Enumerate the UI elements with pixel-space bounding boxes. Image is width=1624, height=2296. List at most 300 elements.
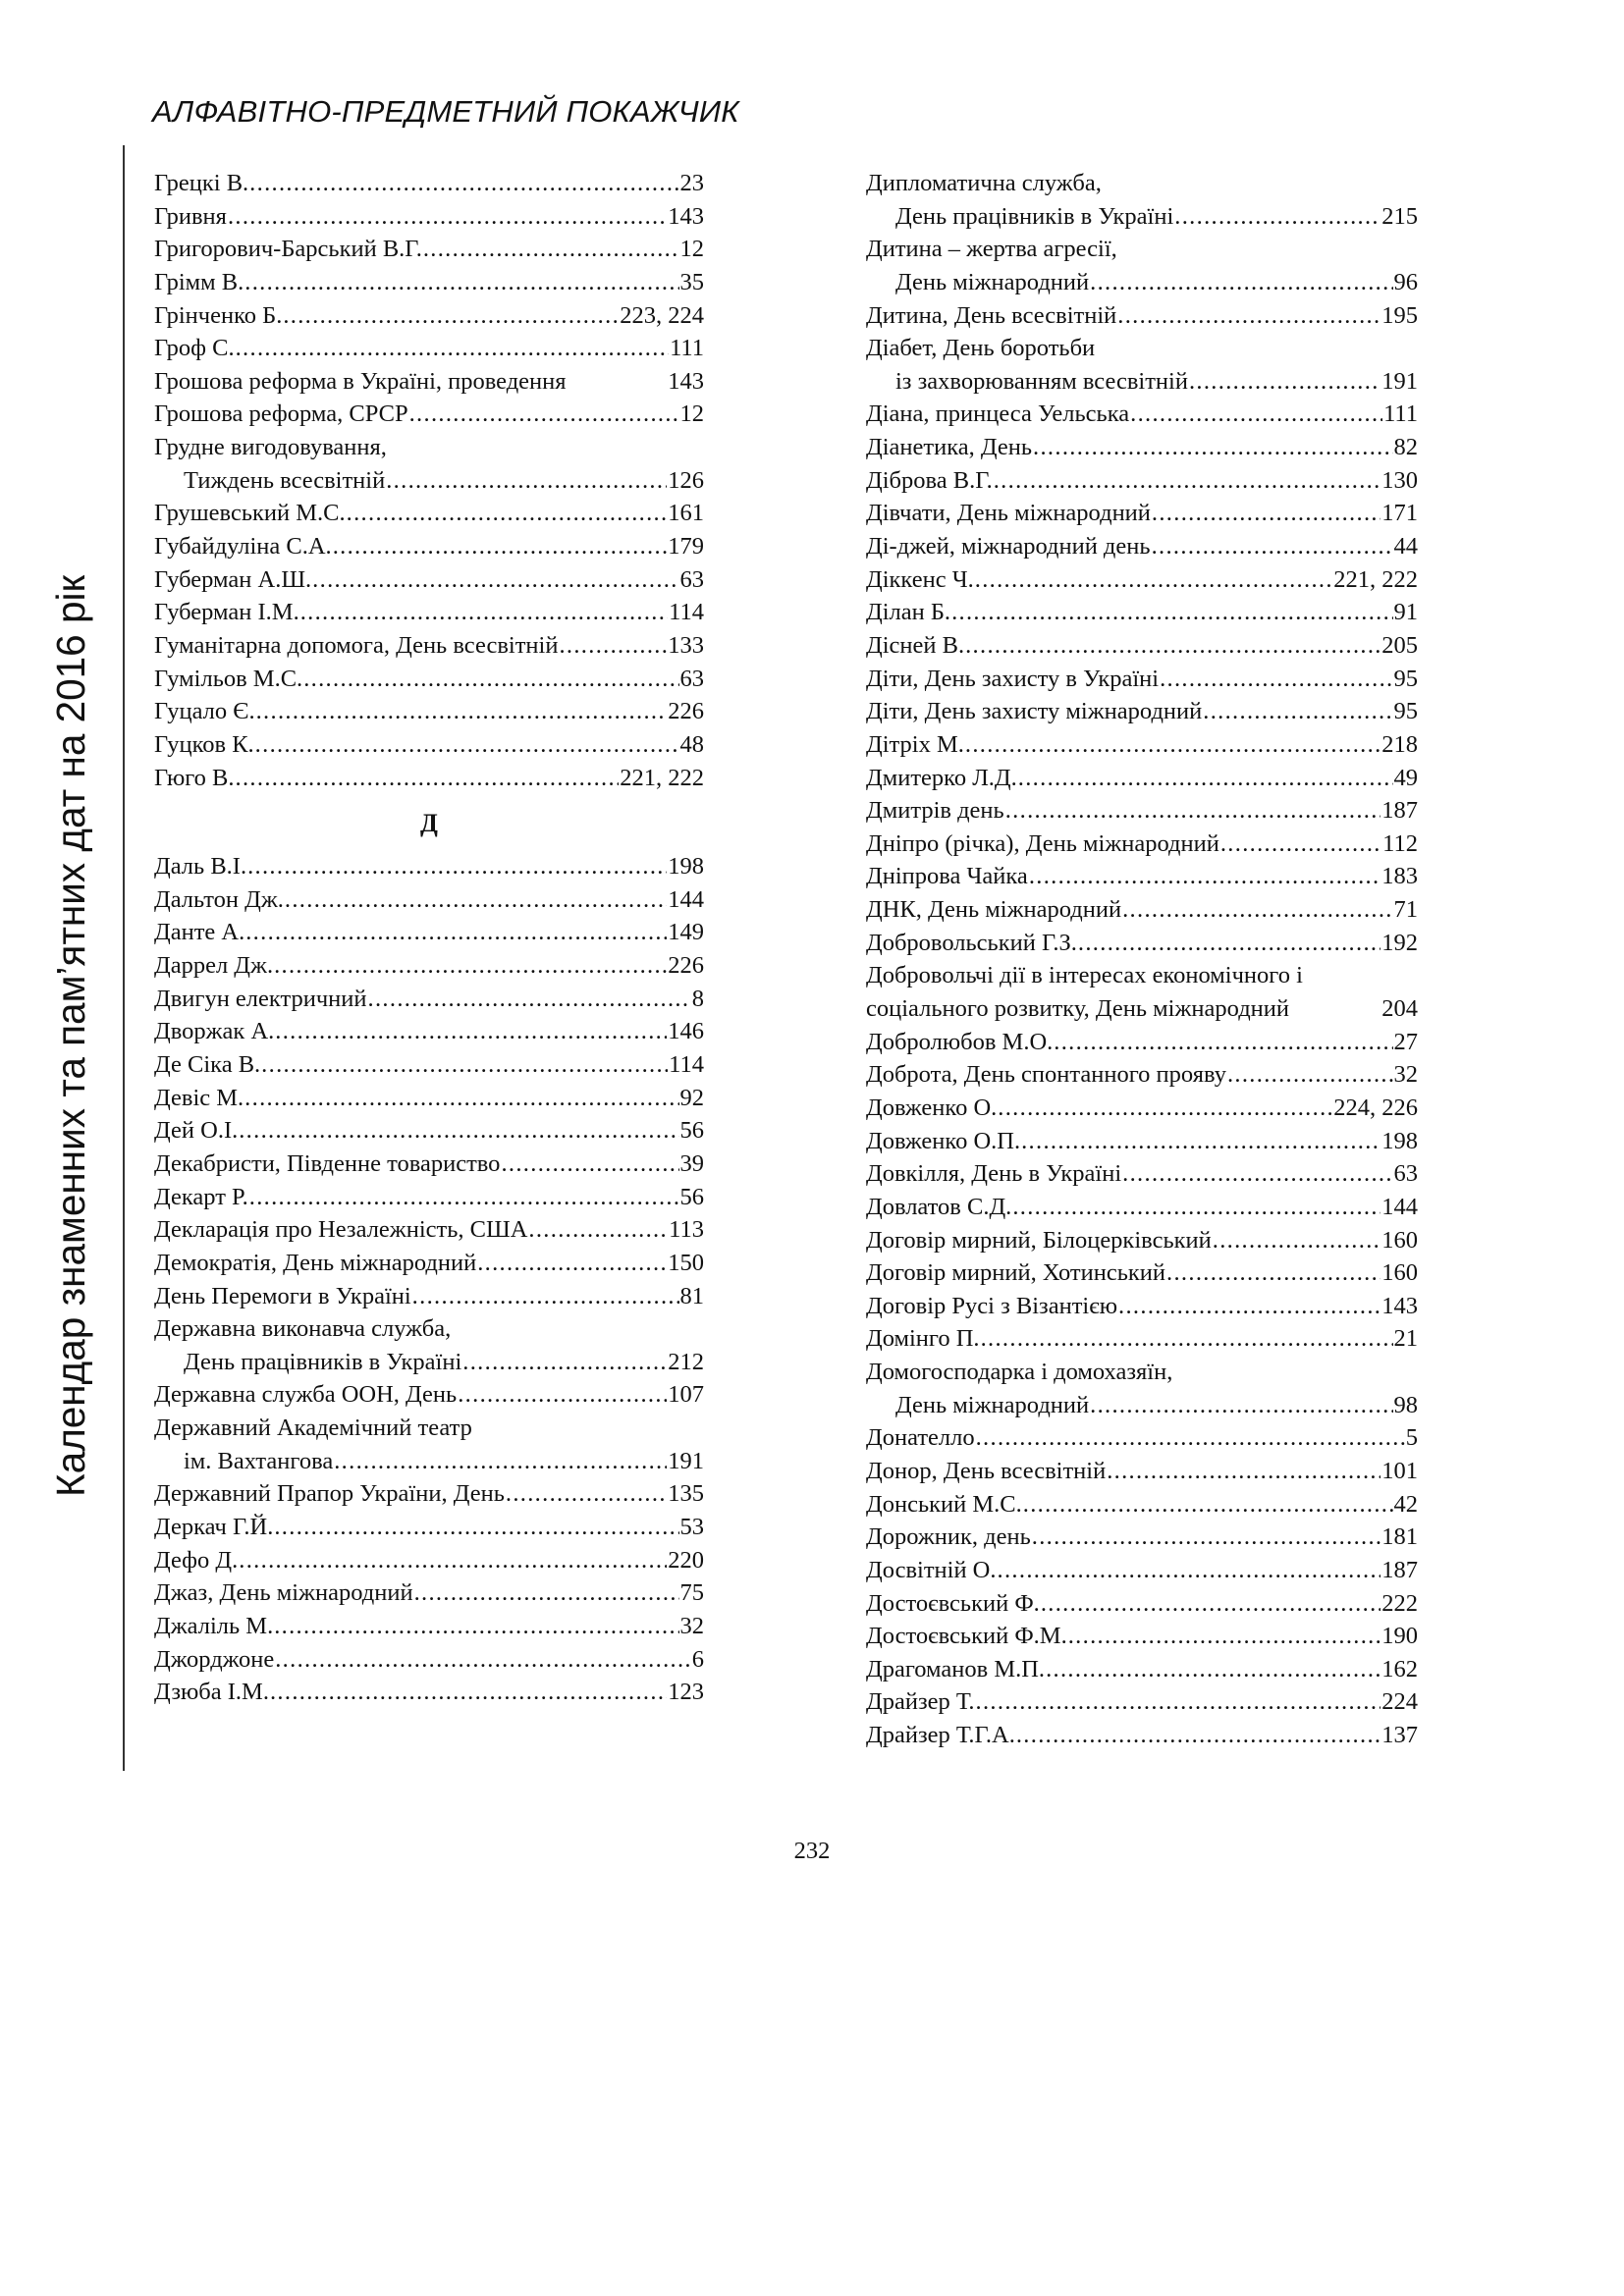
index-entry-label: Демократія, День міжнародний: [154, 1249, 477, 1276]
index-entry-page: 53: [679, 1513, 704, 1540]
index-entry: [866, 365, 1418, 399]
dot-leader: [274, 949, 667, 983]
index-entry-page: 181: [1381, 1523, 1418, 1551]
index-entry: [154, 365, 704, 399]
dot-leader: [1203, 695, 1392, 728]
index-entry-label: Добролюбов М.О.: [866, 1028, 1054, 1055]
dot-leader: [236, 332, 669, 365]
index-entry: [154, 497, 704, 530]
index-entry: [866, 530, 1418, 563]
index-entry-page: 144: [668, 885, 704, 913]
index-entry-page: 160: [1381, 1226, 1418, 1254]
dot-leader: [951, 596, 1392, 629]
dot-leader: [239, 1114, 678, 1148]
index-entry-label: Державний Академічний театр: [154, 1415, 472, 1442]
index-entry: [154, 1477, 704, 1511]
dot-leader: [1023, 1488, 1393, 1522]
index-entry: [154, 1148, 704, 1181]
index-entry-page: 160: [1381, 1259, 1418, 1287]
index-entry: [154, 728, 704, 762]
index-entry: [866, 860, 1418, 893]
index-entry-label: День працівників в Україні: [895, 202, 1174, 230]
index-entry-page: 114: [669, 599, 704, 626]
index-entry: [154, 1610, 704, 1643]
index-entry: [866, 1092, 1418, 1125]
index-entry: [866, 629, 1418, 663]
dot-leader: [998, 1092, 1332, 1125]
index-entry-page: 32: [1393, 1061, 1418, 1089]
index-entry: [866, 266, 1418, 299]
index-entry: [866, 1256, 1418, 1290]
index-entry-page: 75: [679, 1579, 704, 1607]
dot-leader: [236, 762, 620, 795]
index-entry-page: 144: [1381, 1193, 1418, 1220]
index-entry-page: 150: [668, 1249, 704, 1276]
dot-leader: [283, 299, 619, 333]
index-entry-label: Джорджоне: [154, 1645, 275, 1673]
dot-leader: [1220, 828, 1381, 861]
index-entry-page: 135: [668, 1480, 704, 1508]
dot-leader: [462, 1346, 667, 1379]
dot-leader: [285, 883, 667, 917]
index-entry-page: 56: [679, 1117, 704, 1145]
index-entry: [154, 1676, 704, 1709]
index-entry-page: 143: [668, 367, 704, 395]
dot-leader: [976, 1421, 1405, 1455]
dot-leader: [274, 1511, 678, 1544]
dot-leader: [1189, 365, 1380, 399]
index-entry-label: Грецкі В.: [154, 170, 249, 196]
index-entry: [154, 850, 704, 883]
index-entry: [154, 1643, 704, 1677]
index-entry-label: Грінченко Б.: [154, 301, 283, 329]
index-entry-label: День Перемоги в Україні: [154, 1282, 411, 1309]
index-entry-label: Джаз, День міжнародний: [154, 1579, 413, 1607]
index-entry-label: Дворжак А.: [154, 1018, 275, 1045]
dot-leader: [1078, 927, 1380, 960]
index-entry: [154, 1247, 704, 1280]
dot-leader: [1033, 431, 1392, 464]
index-entry: [154, 530, 704, 563]
index-entry: [866, 1224, 1418, 1257]
dot-leader: [228, 200, 667, 234]
index-entry: [154, 663, 704, 696]
dot-leader: [975, 563, 1333, 597]
index-entry-label: Дальтон Дж.: [154, 885, 284, 913]
index-entry-page: 44: [1393, 533, 1418, 561]
index-entry-label: Драгоманов М.П.: [866, 1655, 1046, 1682]
index-entry: [866, 1455, 1418, 1488]
dot-leader: [501, 1148, 678, 1181]
index-entry-label: Договір мирний, Хотинський: [866, 1259, 1166, 1287]
dot-leader: [1122, 893, 1392, 927]
index-entry: [154, 1280, 704, 1313]
index-entry: [154, 1082, 704, 1115]
index-entry: [154, 266, 704, 299]
index-entry-label: Довлатов С.Д.: [866, 1193, 1012, 1220]
index-entry-page: 81: [679, 1282, 704, 1309]
dot-leader: [1152, 497, 1380, 530]
index-entry: [866, 1322, 1418, 1356]
index-entry-page: 32: [679, 1612, 704, 1639]
index-entry-page: 95: [1393, 665, 1418, 692]
dot-leader: [1090, 266, 1392, 299]
index-entry: [866, 1521, 1418, 1554]
index-entry-label: Данте А.: [154, 919, 245, 946]
index-entry: [154, 431, 704, 464]
dot-leader: [1213, 1224, 1381, 1257]
index-entry-label: День працівників в Україні: [184, 1348, 462, 1375]
dot-leader: [368, 983, 691, 1016]
index-entry: [154, 949, 704, 983]
index-entry-label: Діти, День захисту в Україні: [866, 665, 1160, 692]
index-entry-label: Доброта, День спонтанного прояву: [866, 1061, 1226, 1089]
index-entry-label: Деркач Г.Й.: [154, 1513, 274, 1540]
index-entry-label: Грімм В.: [154, 268, 244, 295]
dot-leader: [1227, 1058, 1393, 1092]
dot-leader: [244, 1082, 678, 1115]
index-entry: [154, 1378, 704, 1412]
index-entry-page: 224, 226: [1333, 1094, 1418, 1121]
index-entry-page: 35: [679, 268, 704, 295]
index-entry: [154, 1213, 704, 1247]
index-entry-label: Гроф С.: [154, 335, 235, 362]
index-entry-label: Двигун електричний: [154, 985, 367, 1012]
index-entry-label: із захворюванням всесвітній: [895, 367, 1188, 395]
index-entry: [154, 464, 704, 498]
index-entry-label: Драйзер Т.: [866, 1688, 975, 1716]
dot-leader: [1046, 1653, 1380, 1686]
index-entry-label: Дей О.І.: [154, 1117, 239, 1145]
index-entry-page: 161: [668, 500, 704, 527]
index-entry-label: День міжнародний: [895, 1391, 1090, 1418]
index-entry-page: 192: [1381, 929, 1418, 956]
index-entry-page: 137: [1381, 1722, 1418, 1749]
index-entry: [866, 1685, 1418, 1719]
dot-leader: [1130, 398, 1382, 431]
index-entry-page: 183: [1381, 863, 1418, 890]
index-entry: [866, 596, 1418, 629]
dot-leader: [423, 233, 679, 266]
index-entry-page: 111: [1383, 400, 1418, 428]
dot-leader: [965, 629, 1380, 663]
dot-leader: [998, 1554, 1381, 1587]
index-entry-page: 221, 222: [620, 764, 704, 791]
dot-leader: [249, 1181, 679, 1214]
index-entry-label: Даррел Дж.: [154, 952, 274, 980]
index-entry-page: 198: [668, 853, 704, 881]
index-entry: [866, 794, 1418, 828]
index-entry-page: 222: [1381, 1589, 1418, 1617]
index-entry-page: 63: [679, 565, 704, 593]
index-entry-label: Дніпро (річка), День міжнародний: [866, 829, 1219, 857]
index-entry: [154, 762, 704, 795]
index-entry-label: Ді-джей, міжнародний день: [866, 533, 1151, 561]
index-entry: [154, 1048, 704, 1082]
index-entry-label: Дзюба І.М.: [154, 1679, 269, 1706]
dot-leader: [261, 1048, 668, 1082]
index-entry-page: 146: [668, 1018, 704, 1045]
index-entry: [866, 663, 1418, 696]
index-entry: [866, 200, 1418, 234]
index-entry-label: Діанетика, День: [866, 434, 1033, 461]
index-entry: [866, 959, 1418, 992]
index-entry: [866, 332, 1418, 365]
index-entry-label: Декарт Р.: [154, 1183, 248, 1210]
dot-leader: [1016, 1719, 1380, 1752]
index-entry: [866, 695, 1418, 728]
index-entry-label: Грушевський М.С.: [154, 500, 346, 527]
index-entry-page: 92: [679, 1084, 704, 1111]
index-entry-label: Достоєвський Ф.М.: [866, 1623, 1067, 1650]
dot-leader: [270, 1676, 667, 1709]
index-entry-page: 190: [1381, 1623, 1418, 1650]
index-entry: [154, 883, 704, 917]
index-entry: [154, 1544, 704, 1577]
dot-leader: [333, 530, 668, 563]
dot-leader: [1032, 1521, 1380, 1554]
dot-leader: [965, 728, 1380, 762]
dot-leader: [244, 266, 678, 299]
index-entry: [866, 828, 1418, 861]
dot-leader: [506, 1477, 667, 1511]
index-entry-page: 226: [668, 952, 704, 980]
dot-leader: [1029, 860, 1380, 893]
index-entry-page: 21: [1393, 1325, 1418, 1353]
index-entry: [866, 299, 1418, 333]
dot-leader: [528, 1213, 668, 1247]
dot-leader: [1005, 794, 1381, 828]
dot-leader: [245, 916, 667, 949]
index-entry-page: 224: [1381, 1688, 1418, 1716]
page-number: 232: [793, 1838, 831, 1864]
index-entry: [866, 1290, 1418, 1323]
index-entry: [866, 762, 1418, 795]
index-entry-label: Донор, День всесвітній: [866, 1457, 1107, 1484]
dot-leader: [334, 1445, 667, 1478]
index-entry: [866, 1719, 1418, 1752]
index-entry-page: 114: [669, 1051, 704, 1079]
index-entry-label: ім. Вахтангова: [184, 1447, 334, 1474]
index-entry-label: Дипломатична служба,: [866, 170, 1102, 196]
index-entry-page: 195: [1381, 301, 1418, 329]
index-entry: [154, 167, 704, 200]
index-entry: [154, 332, 704, 365]
index-entry-page: 63: [1393, 1160, 1418, 1188]
index-entry-page: 49: [1393, 764, 1418, 791]
index-entry: [866, 431, 1418, 464]
index-entry-label: Гюго В.: [154, 764, 235, 791]
index-entry-page: 191: [668, 1447, 704, 1474]
index-entry-page: 162: [1381, 1655, 1418, 1682]
index-entry: [866, 1488, 1418, 1522]
index-entry-label: Домогосподарка і домохазяїн,: [866, 1359, 1173, 1386]
dot-leader: [1152, 530, 1393, 563]
index-entry-label: Досвітній О.: [866, 1556, 997, 1583]
index-entry-label: Діабет, День боротьби: [866, 335, 1096, 362]
index-entry-page: 130: [1381, 466, 1418, 494]
index-entry-page: 220: [668, 1546, 704, 1574]
index-entry-label: Декабристи, Південне товариство: [154, 1149, 501, 1177]
index-entry: [866, 1587, 1418, 1621]
dot-leader: [1068, 1620, 1381, 1653]
index-entry-label: ДНК, День міжнародний: [866, 896, 1122, 924]
index-entry-label: Дитина, День всесвітній: [866, 301, 1117, 329]
dot-leader: [312, 563, 678, 597]
dot-leader: [559, 629, 667, 663]
dot-leader: [239, 1544, 667, 1577]
index-entry-page: 113: [669, 1216, 704, 1244]
index-entry: [154, 629, 704, 663]
index-entry: [154, 1181, 704, 1214]
index-entry-label: Де Сіка В.: [154, 1051, 261, 1079]
index-entry-label: соціального розвитку, День міжнародний: [866, 995, 1289, 1023]
index-entry-page: 42: [1393, 1490, 1418, 1518]
index-entry-page: 143: [668, 202, 704, 230]
index-entry: [154, 1346, 704, 1379]
index-entry: [866, 464, 1418, 498]
index-entry: [866, 893, 1418, 927]
index-entry: [866, 1058, 1418, 1092]
index-entry-page: 12: [679, 236, 704, 263]
index-entry-label: Домінго П.: [866, 1325, 980, 1353]
index-entry-page: 27: [1393, 1028, 1418, 1055]
index-entry-page: 107: [668, 1381, 704, 1409]
index-entry-label: Діти, День захисту міжнародний: [866, 698, 1203, 725]
index-entry-label: Договір мирний, Білоцерківський: [866, 1226, 1212, 1254]
index-entry-label: Державна виконавча служба,: [154, 1315, 452, 1343]
index-entry: [866, 1421, 1418, 1455]
index-entry-label: Ділан Б.: [866, 599, 951, 626]
index-column-right: [866, 167, 1418, 1752]
index-entry: [154, 1576, 704, 1610]
index-entry-page: 98: [1393, 1391, 1418, 1418]
index-entry-page: 126: [668, 466, 704, 494]
index-entry: [866, 1026, 1418, 1059]
index-entry-page: 39: [679, 1149, 704, 1177]
page-header-title: АЛФАВІТНО-ПРЕДМЕТНИЙ ПОКАЖЧИК: [152, 94, 739, 129]
index-entry-label: Довкілля, День в Україні: [866, 1160, 1122, 1188]
index-entry-label: Діана, принцеса Уельська: [866, 400, 1130, 428]
dot-leader: [976, 1685, 1381, 1719]
index-entry-page: 191: [1381, 367, 1418, 395]
index-entry: [866, 728, 1418, 762]
index-entry: [866, 1554, 1418, 1587]
index-entry: [866, 497, 1418, 530]
index-entry-label: Гуцало Є.: [154, 698, 255, 725]
dot-leader: [414, 1576, 679, 1610]
index-entry: [154, 596, 704, 629]
index-entry: [866, 927, 1418, 960]
index-entry-page: 204: [1381, 995, 1418, 1023]
index-entry-page: 56: [679, 1183, 704, 1210]
index-entry-label: Дівчати, День міжнародний: [866, 500, 1151, 527]
dot-leader: [1107, 1455, 1380, 1488]
index-entry-label: Декларація про Незалежність, США: [154, 1216, 528, 1244]
index-entry-page: 198: [1381, 1127, 1418, 1154]
index-entry-label: Губерман А.Ш.: [154, 565, 312, 593]
index-entry-page: 111: [670, 335, 704, 362]
index-entry-page: 48: [679, 730, 704, 758]
index-entry-page: 23: [679, 170, 704, 196]
dot-leader: [386, 464, 667, 498]
index-entry-label: Девіс М.: [154, 1084, 244, 1111]
dot-leader: [412, 1280, 679, 1313]
dot-leader: [1021, 1125, 1380, 1158]
dot-leader: [275, 1015, 667, 1048]
index-entry: [866, 992, 1418, 1026]
index-entry: [154, 1312, 704, 1346]
index-entry-label: Дмитерко Л.Д.: [866, 764, 1017, 791]
index-entry-label: Джаліль М.: [154, 1612, 274, 1639]
index-entry-label: Договір Русі з Візантією: [866, 1292, 1118, 1319]
index-entry: [154, 695, 704, 728]
index-entry-label: Державний Прапор України, День: [154, 1480, 505, 1508]
index-entry-label: Донателло: [866, 1424, 975, 1452]
dot-leader: [1018, 762, 1393, 795]
index-entry-label: Діброва В.Г.: [866, 466, 993, 494]
index-entry: [866, 167, 1418, 200]
index-entry: [866, 1125, 1418, 1158]
side-running-title: Календар знаменних та пам’ятних дат на 2016 рік: [48, 574, 93, 1497]
dot-leader: [247, 850, 667, 883]
index-entry-page: 123: [668, 1679, 704, 1706]
index-entry-label: Добровольський Г.З.: [866, 929, 1077, 956]
index-entry: [154, 563, 704, 597]
index-entry-page: 91: [1393, 599, 1418, 626]
dot-leader: [1118, 1290, 1380, 1323]
index-entry: [154, 233, 704, 266]
dot-leader: [256, 695, 668, 728]
index-entry-label: Григорович-Барський В.Г.: [154, 236, 422, 263]
dot-leader: [255, 728, 679, 762]
index-entry-label: Гривня: [154, 202, 227, 230]
index-entry: [154, 1015, 704, 1048]
index-entry-page: 187: [1381, 797, 1418, 825]
index-entry-label: Дітріх М.: [866, 730, 964, 758]
index-entry-label: Дісней В.: [866, 631, 965, 659]
dot-leader: [1054, 1026, 1392, 1059]
index-entry-page: 96: [1393, 268, 1418, 295]
index-entry-page: 133: [668, 631, 704, 659]
index-entry-page: 218: [1381, 730, 1418, 758]
index-entry: [154, 299, 704, 333]
index-entry-label: Губерман І.М.: [154, 599, 299, 626]
index-entry-label: Грудне вигодовування,: [154, 434, 387, 461]
index-entry-page: 171: [1381, 500, 1418, 527]
index-entry-page: 179: [668, 533, 704, 561]
index-entry-label: Грошова реформа, СРСР: [154, 400, 408, 428]
section-letter: Д: [420, 809, 438, 838]
index-entry-label: Гуцков К.: [154, 730, 254, 758]
index-entry-page: 82: [1393, 434, 1418, 461]
dot-leader: [994, 464, 1381, 498]
index-entry-label: Дмитрів день: [866, 797, 1004, 825]
index-entry-page: 205: [1381, 631, 1418, 659]
index-entry-page: 12: [679, 400, 704, 428]
index-entry-page: 223, 224: [620, 301, 704, 329]
index-entry: [154, 1114, 704, 1148]
dot-leader: [1117, 299, 1380, 333]
dot-leader: [300, 596, 668, 629]
index-entry: [866, 1389, 1418, 1422]
dot-leader: [347, 497, 668, 530]
dot-leader: [1166, 1256, 1380, 1290]
index-entry-label: Гуманітарна допомога, День всесвітній: [154, 631, 559, 659]
index-entry-label: Дефо Д.: [154, 1546, 239, 1574]
index-entry: [866, 1157, 1418, 1191]
index-entry-page: 215: [1381, 202, 1418, 230]
